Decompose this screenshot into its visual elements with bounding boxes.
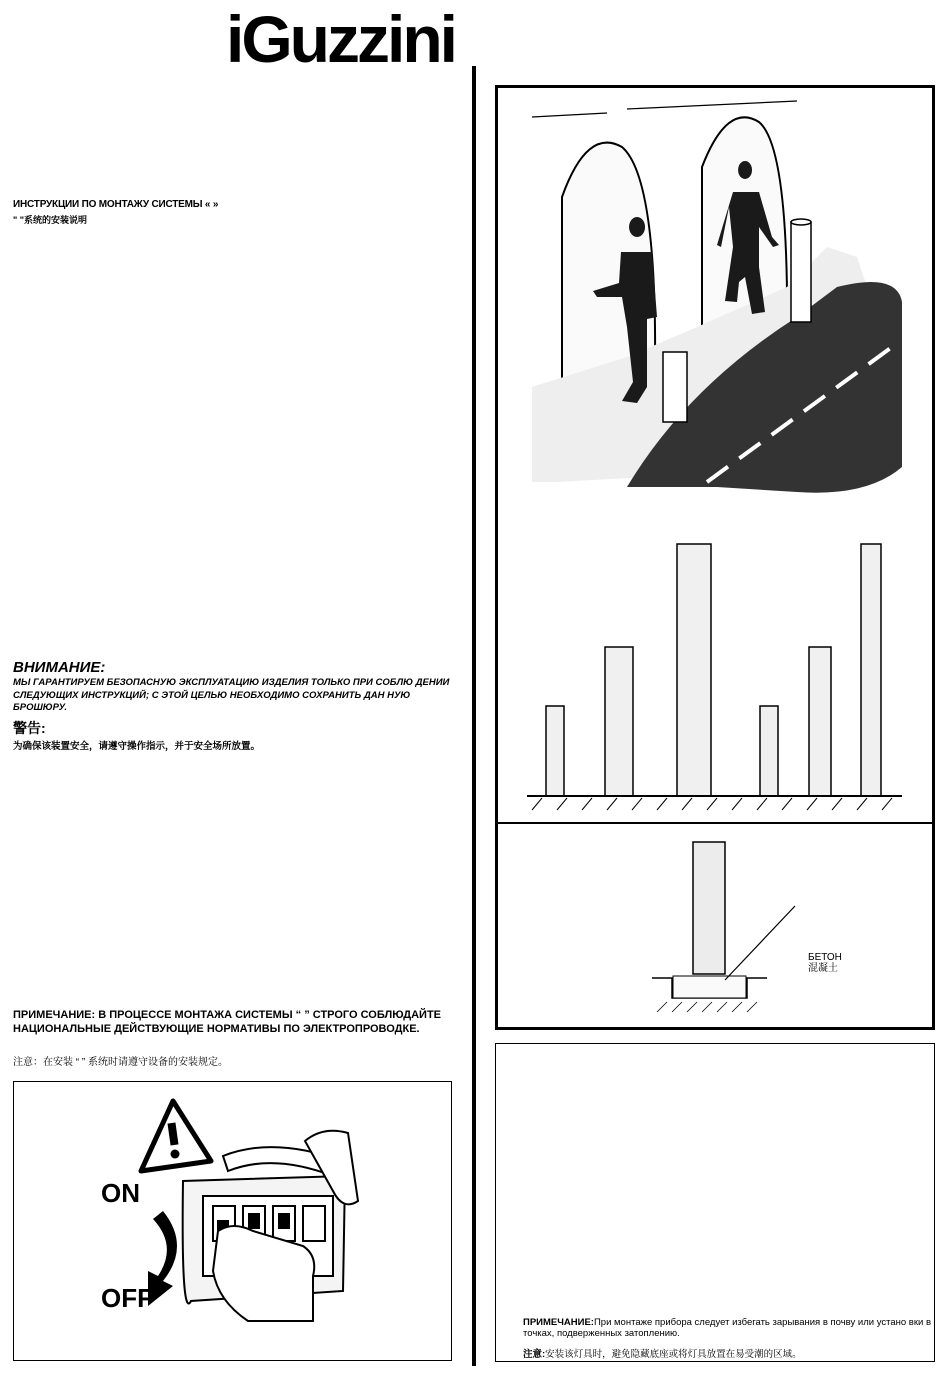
- note-zh: 注意：在安装 “ ” 系统时请遵守设备的安装规定。: [13, 1057, 228, 1068]
- bottom-note-zh: [523, 1346, 802, 1360]
- bottom-note-body-ru: При монтаже прибора следует избегать зарывания в почву или устано вки в точках, подверженных затоплению.: [523, 1317, 931, 1339]
- title-zh: " "系统的安装说明: [13, 215, 88, 225]
- warning-heading-zh: 警告:: [13, 720, 46, 736]
- figure-divider: [497, 822, 933, 824]
- brand-logo: iGuzzini: [226, 2, 455, 76]
- switch-illustration: [13, 1081, 452, 1361]
- material-zh: 混凝土: [808, 963, 838, 974]
- off-label: OFF: [101, 1283, 153, 1313]
- foundation-illustration: [497, 830, 933, 1020]
- installation-note-box: [495, 1043, 935, 1362]
- bottom-note-ru: [523, 1317, 933, 1339]
- bottom-note-body-zh: 安装该灯具时，避免隐藏底座或将灯具放置在易受潮的区域。: [545, 1349, 802, 1360]
- note-ru: ПРИМЕЧАНИЕ: В ПРОЦЕССЕ МОНТАЖА СИСТЕМЫ “ ” СТРОГО СОБЛЮДАЙТЕ НАЦИОНАЛЬНЫЕ ДЕЙСТВУЮЩИЕ НОРМАТИВЫ ПО ЭЛЕКТРОПРОВОДКЕ.: [13, 1009, 442, 1035]
- bottom-note-label-ru: ПРИМЕЧАНИЕ:: [523, 1317, 594, 1328]
- warning-triangle-icon: [141, 1101, 211, 1171]
- title-ru: ИНСТРУКЦИИ ПО МОНТАЖУ СИСТЕМЫ « »: [13, 199, 219, 210]
- warning-body-ru: МЫ ГАРАНТИРУЕМ БЕЗОПАСНУЮ ЭКСПЛУАТАЦИЮ ИЗДЕЛИЯ ТОЛЬКО ПРИ СОБЛЮ ДЕНИИ СЛЕДУЮЩИХ ИНСТРУКЦИЙ; С ЭТОЙ ЦЕЛЬЮ НЕОБХОДИМО СОХРАНИТЬ ДАН НУЮ БРОШЮРУ.: [13, 677, 450, 713]
- warning-body-zh: 为确保该装置安全，请遵守操作指示，并于安全场所放置。: [13, 741, 261, 752]
- on-label: ON: [101, 1178, 140, 1208]
- warning-heading-ru: ВНИМАНИЕ:: [13, 659, 106, 676]
- bottom-note-label-zh: 注意:: [523, 1349, 546, 1360]
- column-divider: [472, 66, 476, 1366]
- street-scene-illustration: [497, 87, 933, 507]
- material-ru: БЕТОН: [808, 952, 842, 963]
- bollard-range-illustration: [497, 530, 933, 820]
- foundation-material-label: [808, 952, 842, 974]
